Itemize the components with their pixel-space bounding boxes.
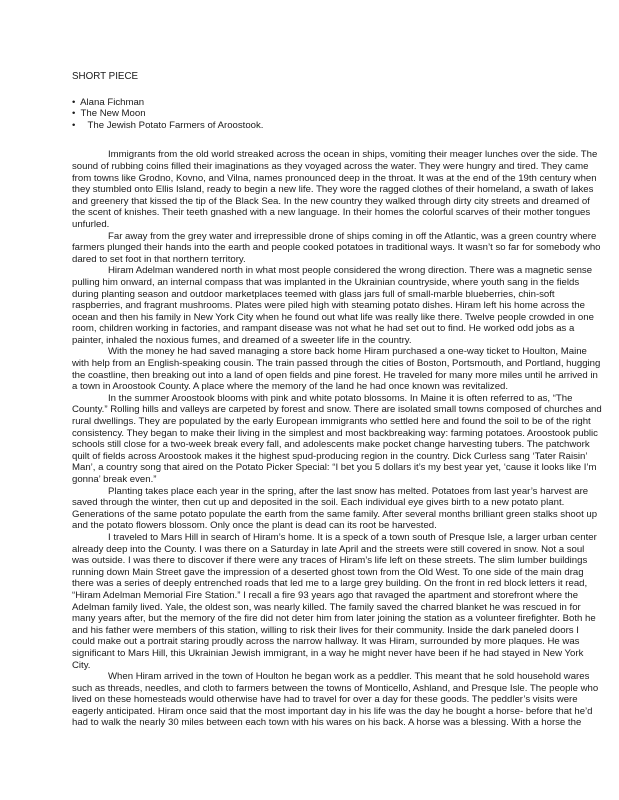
- paragraph-line: quilt of fields across Aroostook makes it the highest spud-producing region in the country. Dick Curless sang ‘Tater Raisin’: [72, 450, 588, 462]
- paragraph-line: When Hiram arrived in the town of Houlton he began work as a peddler. This meant that he sold household wares: [108, 671, 590, 683]
- paragraph-line: and greenery that kissed the tip of the Black Sea. In the new country they walked through dirty city streets and dreamed of: [72, 195, 590, 207]
- paragraph-line: County.” Rolling hills and valleys are carpeted by forest and snow. There are isolated small towns composed of churches and: [72, 404, 602, 416]
- paragraph-line: running down Main Street gave the impression of a deserted ghost town from the Old West. To one side of the main drag: [72, 566, 584, 578]
- paragraph-line: Hiram Adelman wandered north in what most people considered the wrong direction. There was a magnetic sense: [108, 265, 593, 277]
- paragraph-line: was outside. I was there to discover if there were any traces of Hiram’s life left on these streets. The slim lumber buildings: [72, 555, 588, 567]
- paragraph-line: and the potato flowers blossom. Only once the plant is dead can its root be harvested.: [72, 520, 437, 532]
- paragraph-line: farmers plunged their hands into the earth and people cooked potatoes in traditional ways. It wasn’t so far for somebody who: [72, 242, 601, 254]
- body-paragraph: [72, 671, 619, 729]
- paragraph-line: Planting takes place each year in the spring, after the last snow has melted. Potatoes from last year’s harvest are: [108, 485, 589, 497]
- piece-title: The Jewish Potato Farmers of Aroostook.: [87, 119, 264, 131]
- paragraph-line: could make out a portrait staring proudly across the narrow hallway. It was Hiram, surrounded by more plaques. He was: [72, 636, 580, 648]
- paragraph-line: City.: [72, 659, 91, 671]
- body-paragraph: [72, 532, 619, 671]
- paragraph-line: they stumbled onto Ellis Island, ready to begin a new life. They wore the ragged clothes of their homeland, a swath of lakes: [72, 184, 594, 196]
- bullet-icon: •: [72, 119, 76, 131]
- paragraph-line: lived on these homesteads would otherwise have had to travel for over a day for these goods. The peddler’s visits were: [72, 694, 578, 706]
- document-heading: SHORT PIECE: [72, 71, 139, 82]
- bullet-icon: •: [72, 108, 76, 120]
- paragraph-line: there was a series of deeply entrenched roads that led me to a large grey building. On the front in red block letters it read,: [72, 578, 588, 590]
- paragraph-line: such as threads, needles, and cloth to farmers between the towns of Monticello, Ashland, and Presque Isle. The people who: [72, 682, 599, 694]
- body-text: [72, 149, 619, 729]
- paragraph-line: saved through the winter, then cut up and deposited in the soil. Each individual eye gives birth to a new potato plant.: [72, 497, 565, 509]
- paragraph-line: gonna’ break even.”: [72, 474, 157, 485]
- paragraph-line: rural dwellings. They are populated by the early European immigrants who settled here and found the soil to be of the right: [72, 416, 591, 428]
- paragraph-line: with help from an English-speaking cousin. The train passed through the cities of Boston, Portsmouth, and Portland, hugging: [72, 358, 601, 370]
- author-name: Alana Fichman: [80, 96, 145, 108]
- paragraph-line: a town in Aroostook County. A place where the memory of the land he had once known was revitalized.: [72, 381, 509, 393]
- paragraph-line: raspberries, and fragrant mushrooms. Plates were piled high with steaming potato dishes. Hiram left his home across the: [72, 300, 585, 312]
- paragraph-line: Far away from the grey water and irrepressible drone of ships coming in off the Atlantic, was a green country where: [108, 230, 597, 242]
- paragraph-line: dared to set foot in that northern territory.: [72, 253, 246, 265]
- paragraph-line: painter, inhaled the noxious fumes, and dreamed of a sweeter life in the country.: [72, 334, 412, 346]
- paragraph-line: Man’, a country song that aired on the Potato Picker Special: “I bet you 5 dollars it’s my best year yet, ‘cause it looks like I’m: [72, 462, 597, 474]
- paragraph-line: already deep into the County. I was there on a Saturday in late April and the streets were still covered in snow. Not a soul: [72, 543, 585, 555]
- paragraph-line: eagerly anticipated. Hiram once said that the most important day in his life was the day he bought a horse- before that he’d: [72, 705, 593, 717]
- body-paragraph: [72, 231, 619, 266]
- paragraph-line: pulling him onward, an internal compass that was implanted in the Ukrainian countryside, where youth sang in the fields: [72, 276, 580, 288]
- paragraph-line: Immigrants from the old world streaked across the ocean in ships, vomiting their meager lunches over the side. The: [108, 149, 598, 161]
- metadata-list: [72, 97, 619, 132]
- paragraph-line: With the money he had saved managing a store back home Hiram purchased a one-way ticket to Houlton, Maine: [108, 346, 587, 358]
- paragraph-line: ocean and then his family in New York City when he found out what life was really like there. Twelve people crowded in one: [72, 311, 594, 323]
- paragraph-line: had to walk the nearly 30 miles between each town with his wares on his back. A horse was a blessing. With a horse the: [72, 717, 582, 729]
- paragraph-line: consistency. They began to make their living in the simplest and most backbreaking way: farming potatoes. Aroostook public: [72, 427, 598, 439]
- paragraph-line: unfurled.: [72, 218, 110, 230]
- paragraph-line: from towns like Grodno, Kovno, and Vilna, names pronounced deep in the throat. It was at the end of the 19th century when: [72, 172, 597, 184]
- paragraph-line: during planting season and outdoor marketplaces teemed with glass jars full of small-marble blueberries, chin-soft: [72, 288, 555, 300]
- bullet-icon: •: [72, 96, 76, 108]
- body-paragraph: [72, 486, 619, 532]
- meta-author: [72, 97, 619, 109]
- paragraph-line: room, children working in factories, and rampant disease was not what he had set out to find. He worked odd jobs as a: [72, 323, 575, 335]
- body-paragraph: [72, 265, 619, 346]
- publication-name: The New Moon: [80, 108, 146, 120]
- meta-title: [72, 120, 619, 132]
- meta-publication: [72, 108, 619, 120]
- paragraph-line: the scent of knishes. Their teeth gnashed with a new language. In their homes the colorful scarves of their mother tongues: [72, 207, 591, 219]
- paragraph-line: the coastline, then breaking out into a land of open fields and pine forest. He traveled for many more miles until he arrived in: [72, 369, 598, 381]
- body-paragraph: [72, 346, 619, 392]
- paragraph-line: schools still close for a two-week break every fall, and adolescents make pocket change harvesting tubers. The patchwork: [72, 439, 590, 451]
- paragraph-line: “Hiram Adelman Memorial Fire Station.” I recall a fire 93 years ago that ravaged the apartment and storefront where the: [72, 589, 579, 601]
- paragraph-line: and his father were members of this station, willing to risk their lives for their community. Inside the dark paneled doors I: [72, 624, 579, 636]
- paragraph-line: many years after, but the memory of the fire did not deter him from later joining the station as a volunteer firefighter. Both he: [72, 613, 596, 625]
- paragraph-line: I traveled to Mars Hill in search of Hiram’s home. It is a speck of a town south of Presque Isle, a larger urban center: [108, 531, 597, 543]
- paragraph-line: sound of rubbing coins filled their imaginations as they voyaged across the water. They were hungry and tired. They came: [72, 160, 589, 172]
- body-paragraph: [72, 393, 619, 486]
- paragraph-line: Adelman family lived. Yale, the oldest son, was nearly killed. The family saved the charred blanket he was rescued in for: [72, 601, 581, 613]
- paragraph-line: In the summer Aroostook blooms with pink and white potato blossoms. In Maine it is often referred to as, “The: [108, 392, 573, 404]
- paragraph-line: significant to Mars Hill, this Ukrainian Jewish immigrant, in a way he might never have been if he had stayed in New York: [72, 647, 584, 659]
- paragraph-line: Generations of the same potato populate the earth from the same family. After several months brilliant green stalks shoot up: [72, 508, 598, 520]
- body-paragraph: [72, 149, 619, 230]
- document-page: [72, 71, 619, 729]
